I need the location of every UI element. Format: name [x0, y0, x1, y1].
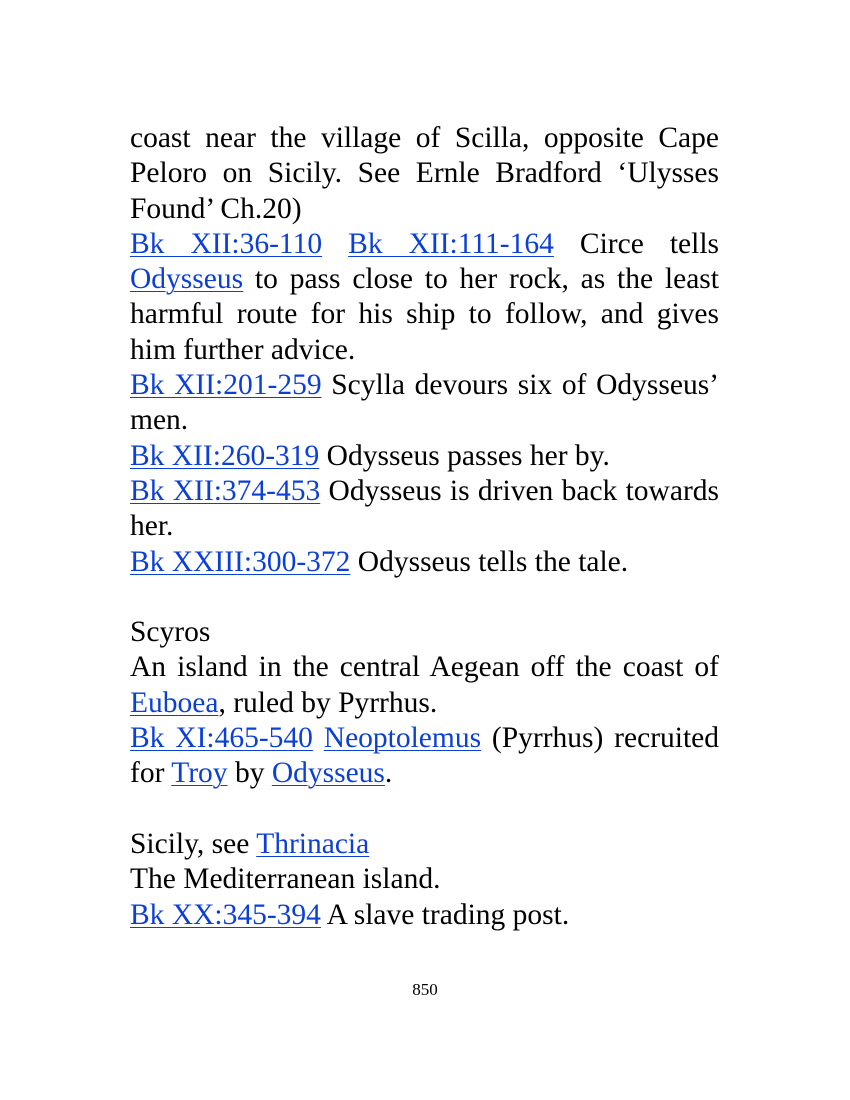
ref-link-bk-xi-465-540[interactable]: Bk XI:465-540	[130, 722, 313, 755]
description-text: , ruled by Pyrrhus.	[218, 686, 438, 719]
scylla-ref-circe	[130, 227, 719, 368]
link-troy[interactable]: Troy	[171, 757, 228, 790]
ref-text: Odysseus tells the tale.	[350, 545, 629, 578]
scyros-description	[130, 650, 719, 721]
ref-text: to pass close to her rock, as the least harmful route for his ship to follow, and gives him further advice.	[130, 263, 719, 366]
ref-text: Circe tells	[553, 227, 720, 260]
description-text: An island in the central Aegean off the coast of	[130, 651, 719, 684]
ref-text: Scylla devours six of Odysseus’ men.	[130, 369, 719, 437]
link-odysseus[interactable]: Odysseus	[130, 263, 244, 296]
page-number: 850	[412, 980, 438, 999]
scylla-ref-passes	[130, 439, 719, 474]
scylla-location-text: coast near the village of Scilla, opposite Cape Peloro on Sicily. See Ernle Bradford ‘Ulysses Found’ Ch.20)	[130, 122, 719, 225]
ref-link-bk-xii-260-319[interactable]: Bk XII:260-319	[130, 439, 320, 472]
blank-line	[130, 792, 719, 827]
sicily-description	[130, 862, 719, 897]
ref-link-bk-xii-111-164[interactable]: Bk XII:111-164	[348, 227, 554, 260]
entry-heading-sicily: Sicily, see	[130, 827, 257, 860]
ref-text: A slave trading post.	[320, 898, 570, 931]
page-body	[130, 121, 719, 933]
ref-link-bk-xx-345-394[interactable]: Bk XX:345-394	[130, 898, 321, 931]
link-odysseus[interactable]: Odysseus	[271, 757, 385, 790]
ref-link-bk-xii-374-453[interactable]: Bk XII:374-453	[130, 474, 321, 507]
scylla-ref-driven-back	[130, 474, 719, 545]
description-text: The Mediterranean island.	[130, 863, 441, 896]
ref-text: Odysseus is driven back towards her.	[130, 474, 719, 543]
ref-text: by	[227, 757, 272, 790]
link-neoptolemus[interactable]: Neoptolemus	[323, 722, 482, 755]
ref-link-bk-xii-36-110[interactable]: Bk XII:36-110	[130, 227, 323, 260]
scyros-ref	[130, 721, 719, 792]
link-thrinacia[interactable]: Thrinacia	[256, 827, 370, 860]
ref-text: (Pyrrhus) recruited for	[130, 722, 720, 790]
scylla-ref-tale	[130, 545, 719, 580]
sicily-heading	[130, 827, 719, 862]
scyros-heading	[130, 615, 719, 650]
entry-heading-scyros: Scyros	[130, 616, 211, 649]
scylla-location-paragraph	[130, 121, 719, 227]
link-euboea[interactable]: Euboea	[130, 686, 219, 719]
ref-text: .	[384, 757, 393, 790]
scylla-ref-devours	[130, 368, 719, 439]
ref-link-bk-xxiii-300-372[interactable]: Bk XXIII:300-372	[130, 545, 351, 578]
ref-text: Odysseus passes her by.	[319, 439, 610, 472]
blank-line	[130, 580, 719, 615]
ref-link-bk-xii-201-259[interactable]: Bk XII:201-259	[130, 369, 322, 402]
sicily-ref	[130, 898, 719, 933]
